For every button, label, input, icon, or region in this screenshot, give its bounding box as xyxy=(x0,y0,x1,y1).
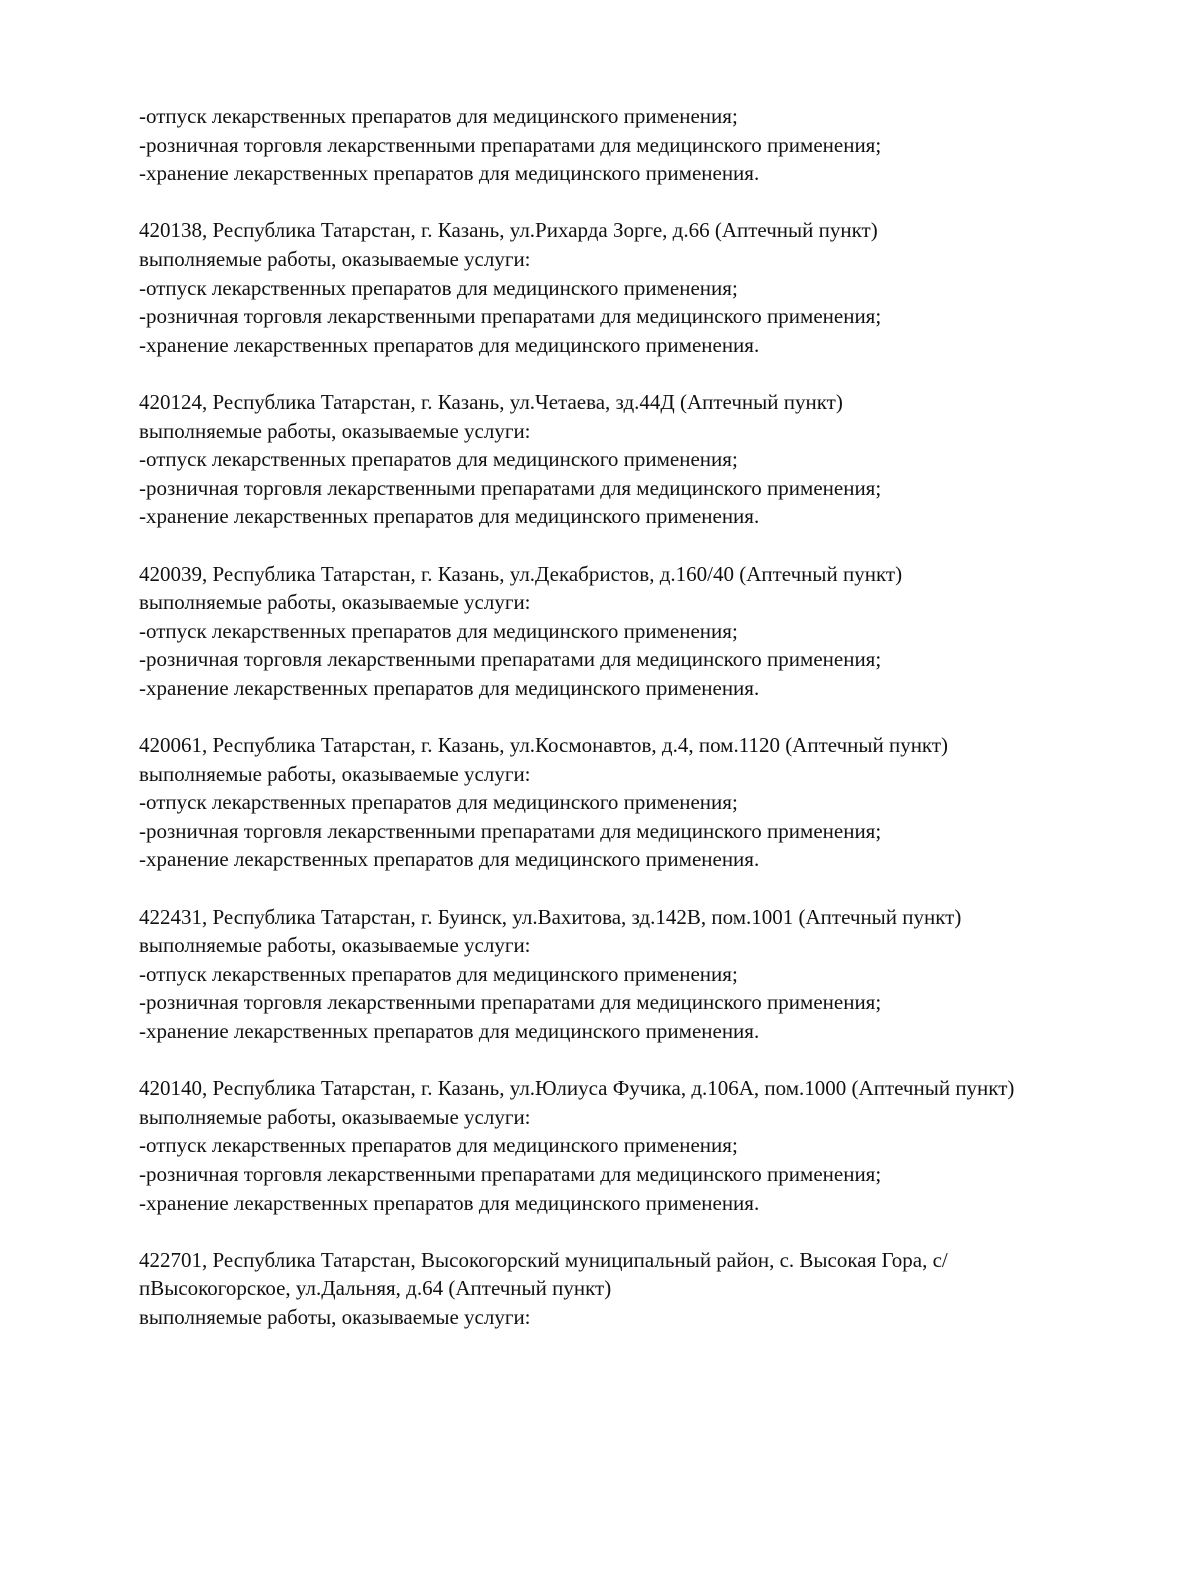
service-item: -отпуск лекарственных препаратов для медицинского применения; xyxy=(139,1133,738,1158)
address-line: 420124, Республика Татарстан, г. Казань, ул.Четаева, зд.44Д (Аптечный пункт) xyxy=(139,389,843,414)
address-line: 422431, Республика Татарстан, г. Буинск, ул.Вахитова, зд.142В, пом.1001 (Аптечный пункт) xyxy=(139,904,962,929)
services-header: выполняемые работы, оказываемые услуги: xyxy=(139,1104,531,1129)
service-item: -хранение лекарственных препаратов для медицинского применения. xyxy=(139,1019,760,1043)
license-entry xyxy=(139,102,1099,188)
license-entry xyxy=(139,216,1099,359)
service-item: -отпуск лекарственных препаратов для медицинского применения; xyxy=(139,618,738,643)
license-entry xyxy=(139,388,1099,531)
service-item: -хранение лекарственных препаратов для медицинского применения. xyxy=(139,161,760,186)
address-line: 422701, Республика Татарстан, Высокогорский муниципальный район, с. Высокая Гора, с/пВысокогорское, ул.Дальняя, д.64 (Аптечный пункт) xyxy=(139,1247,948,1301)
service-item: -розничная торговля лекарственными препаратами для медицинского применения; xyxy=(139,132,882,157)
address-line: 420138, Республика Татарстан, г. Казань, ул.Рихарда Зорге, д.66 (Аптечный пункт) xyxy=(139,218,878,243)
service-item: -хранение лекарственных препаратов для медицинского применения. xyxy=(139,847,760,872)
service-item: -отпуск лекарственных препаратов для медицинского применения; xyxy=(139,104,738,128)
service-item: -розничная торговля лекарственными препаратами для медицинского применения; xyxy=(139,1161,882,1186)
service-item: -розничная торговля лекарственными препаратами для медицинского применения; xyxy=(139,647,882,672)
service-item: -розничная торговля лекарственными препаратами для медицинского применения; xyxy=(139,818,882,843)
service-item: -отпуск лекарственных препаратов для медицинского применения; xyxy=(139,275,738,300)
services-header: выполняемые работы, оказываемые услуги: xyxy=(139,418,531,443)
service-item: -хранение лекарственных препаратов для медицинского применения. xyxy=(139,675,760,700)
license-entry xyxy=(139,731,1099,874)
license-entry xyxy=(139,1246,1099,1332)
service-item: -розничная торговля лекарственными препаратами для медицинского применения; xyxy=(139,475,882,500)
services-header: выполняемые работы, оказываемые услуги: xyxy=(139,590,531,615)
address-line: 420061, Республика Татарстан, г. Казань, ул.Космонавтов, д.4, пом.1120 (Аптечный пункт) xyxy=(139,733,949,758)
service-item: -розничная торговля лекарственными препаратами для медицинского применения; xyxy=(139,990,882,1015)
service-item: -хранение лекарственных препаратов для медицинского применения. xyxy=(139,332,760,357)
license-entry xyxy=(139,560,1099,703)
license-entry xyxy=(139,903,1099,1046)
address-line: 420039, Республика Татарстан, г. Казань, ул.Декабристов, д.160/40 (Аптечный пункт) xyxy=(139,561,903,586)
service-item: -отпуск лекарственных препаратов для медицинского применения; xyxy=(139,447,738,472)
service-item: -хранение лекарственных препаратов для медицинского применения. xyxy=(139,504,760,529)
services-header: выполняемые работы, оказываемые услуги: xyxy=(139,761,531,786)
service-item: -отпуск лекарственных препаратов для медицинского применения; xyxy=(139,961,738,986)
services-header: выполняемые работы, оказываемые услуги: xyxy=(139,933,531,958)
address-line: 420140, Республика Татарстан, г. Казань, ул.Юлиуса Фучика, д.106А, пом.1000 (Аптечный пункт) xyxy=(139,1076,1015,1101)
service-item: -отпуск лекарственных препаратов для медицинского применения; xyxy=(139,790,738,815)
service-item: -хранение лекарственных препаратов для медицинского применения. xyxy=(139,1190,760,1215)
document-page xyxy=(139,102,1099,1360)
services-header: выполняемые работы, оказываемые услуги: xyxy=(139,1304,531,1329)
services-header: выполняемые работы, оказываемые услуги: xyxy=(139,246,531,271)
license-entry xyxy=(139,1074,1099,1217)
service-item: -розничная торговля лекарственными препаратами для медицинского применения; xyxy=(139,304,882,329)
